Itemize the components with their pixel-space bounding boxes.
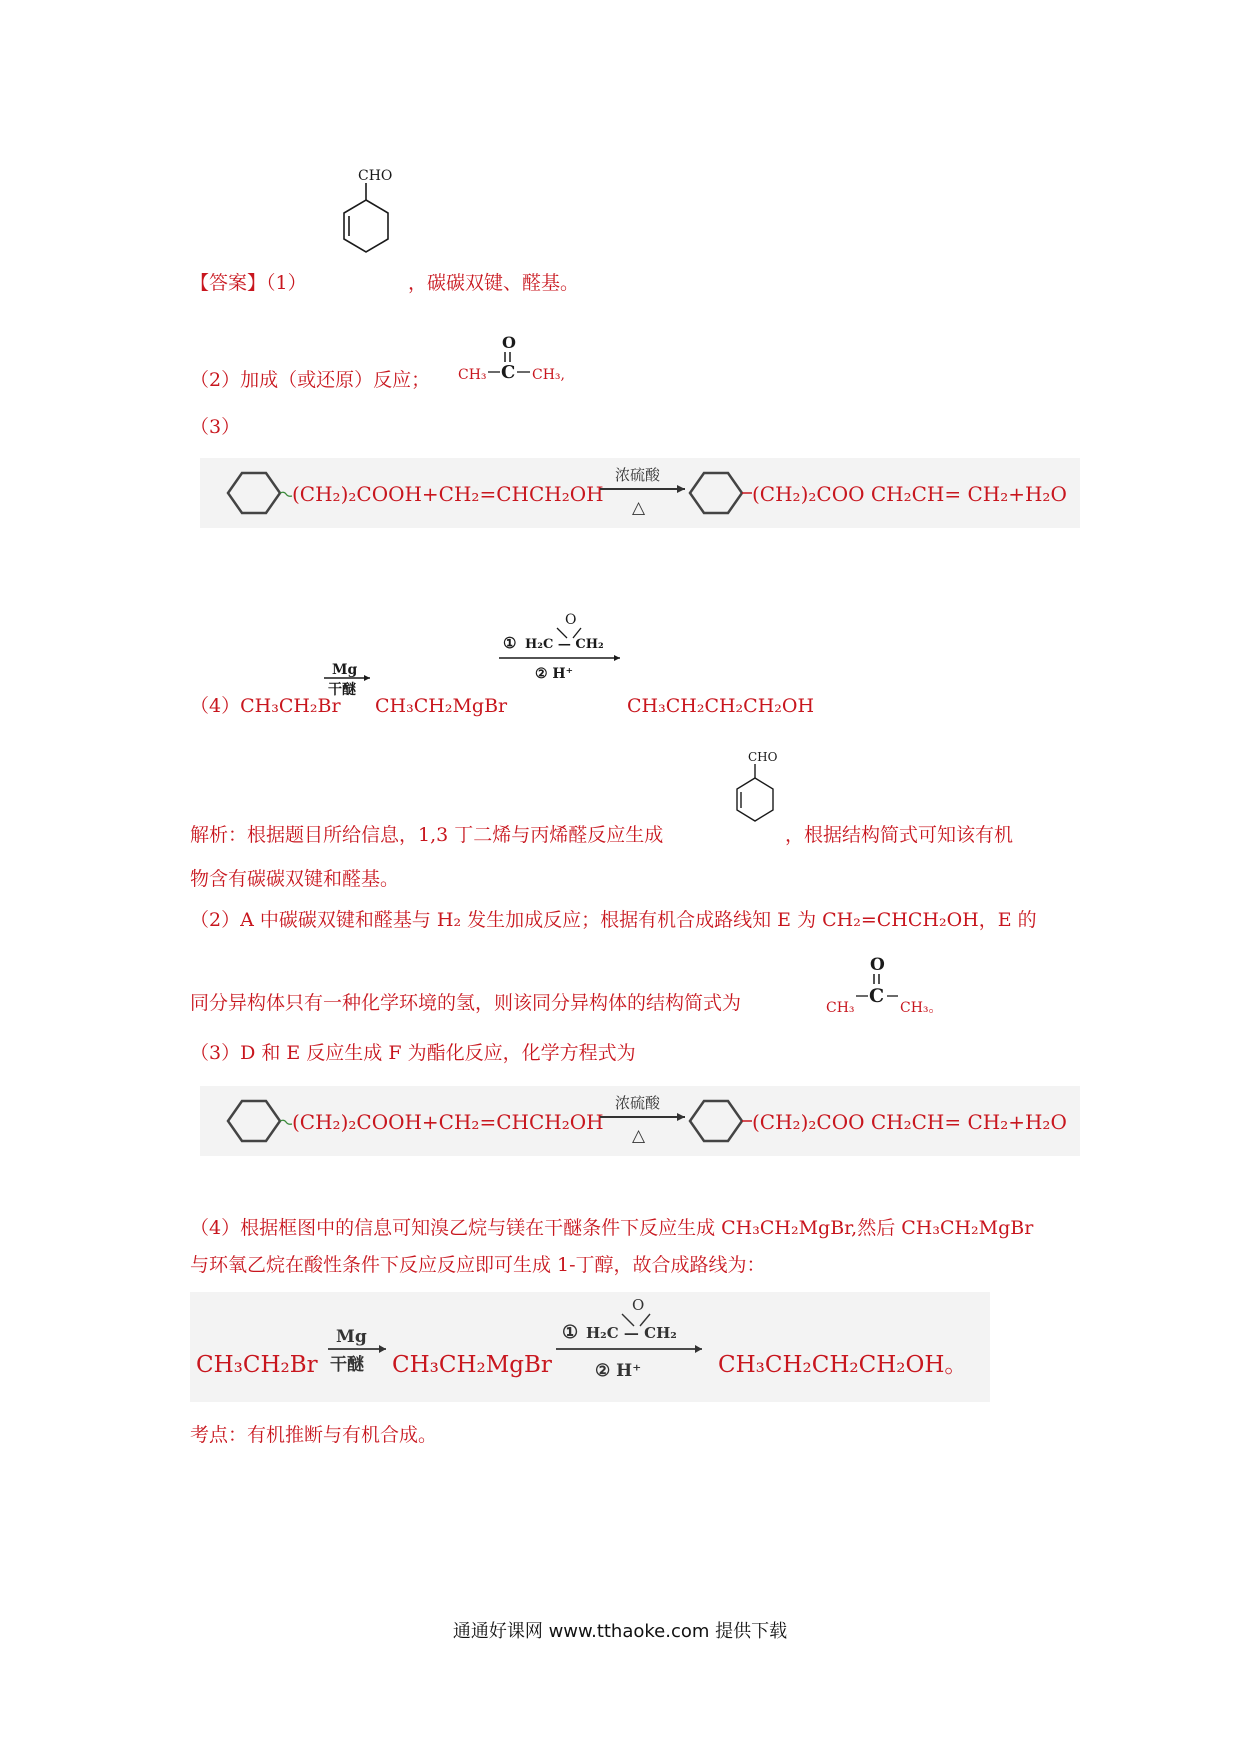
answer-line-1 <box>190 270 307 296</box>
analysis-p4-a: （4）根据框图中的信息可知溴乙烷与镁在干醚条件下反应生成 CH₃CH₂MgBr,然后 CH₃CH₂MgBr <box>190 1217 1034 1239</box>
acetone-left-2: CH₃ <box>826 1000 855 1016</box>
step1-label-1: ① <box>503 634 517 652</box>
step2-label-1: ② H⁺ <box>535 666 574 682</box>
analysis-p1-c: 物含有碳碳双键和醛基。 <box>190 868 400 890</box>
acetone-structure-2 <box>826 950 956 1016</box>
synthesis-route-2 <box>190 1292 990 1402</box>
analysis-p3: （3）D 和 E 反应生成 F 为酯化反应，化学方程式为 <box>190 1042 636 1064</box>
mg-label: Mg <box>332 662 358 678</box>
epoxide-arrow-1 <box>495 608 630 688</box>
analysis-kaodian: 考点：有机推断与有机合成。 <box>190 1424 438 1446</box>
ester-heat-2: △ <box>632 1126 646 1146</box>
answer-p2-body: 加成（或还原）反应； <box>240 369 431 391</box>
ester-condition: 浓硫酸 <box>615 466 661 484</box>
syn-end-2: CH₃CH₂CH₂CH₂OH。 <box>718 1352 968 1378</box>
page-footer: 通通好课网 www.tthaoke.com 提供下载 <box>452 1621 788 1642</box>
cho-label: CHO <box>358 168 393 184</box>
syn-end-1: CH₃CH₂CH₂CH₂OH <box>627 695 815 717</box>
mg-ether-arrow-1 <box>318 658 378 708</box>
syn-start-2: CH₃CH₂Br <box>196 1352 318 1378</box>
ether-label-2: 干醚 <box>330 1355 364 1375</box>
epoxide-o-1: O <box>565 612 577 628</box>
syn-mid-2: CH₃CH₂MgBr <box>392 1352 552 1378</box>
answer-tag: 【答案】 <box>190 272 267 294</box>
step1-label-2: ① <box>562 1322 579 1343</box>
acetone-right-2: CH₃。 <box>900 1000 943 1016</box>
acetone-c-2: C <box>869 985 885 1007</box>
epoxide-2: H₂C — CH₂ <box>586 1324 677 1342</box>
acetone-left: CH₃ <box>458 367 487 383</box>
ester-condition-2: 浓硫酸 <box>615 1094 661 1112</box>
answer-p2-num: （2） <box>190 369 241 391</box>
ether-label: 干醚 <box>328 682 356 698</box>
ester-left: (CH₂)₂COOH+CH₂=CHCH₂OH <box>292 482 604 506</box>
analysis-p2-b: 同分异构体只有一种化学环境的氢，则该同分异构体的结构简式为 <box>190 992 742 1014</box>
analysis-p1-a: 解析：根据题目所给信息，1,3 丁二烯与丙烯醛反应生成 <box>190 824 664 846</box>
epoxide-o-2: O <box>632 1296 645 1314</box>
ester-right: (CH₂)₂COO CH₂CH= CH₂+H₂O <box>752 482 1067 506</box>
ester-right-2: (CH₂)₂COO CH₂CH= CH₂+H₂O <box>752 1110 1067 1134</box>
epoxide-1: H₂C — CH₂ <box>525 637 604 652</box>
esterification-equation-2 <box>200 1086 1080 1156</box>
answer-p2-text <box>190 367 430 393</box>
syn-start-1: CH₃CH₂Br <box>240 695 341 717</box>
syn-mid-1: CH₃CH₂MgBr <box>375 695 508 717</box>
analysis-p4-b: 与环氧乙烷在酸性条件下反应反应即可生成 1-丁醇，故合成路线为： <box>190 1254 766 1276</box>
acetone-right: CH₃, <box>532 367 565 383</box>
mg-label-2: Mg <box>336 1327 367 1347</box>
acetone-structure-1 <box>458 330 588 390</box>
step2-label-2: ② H⁺ <box>595 1361 642 1381</box>
answer-p3-num: （3） <box>190 416 241 438</box>
answer-p4-num: （4） <box>190 695 241 717</box>
analysis-p2-a: （2）A 中碳碳双键和醛基与 H₂ 发生加成反应；根据有机合成路线知 E 为 CH₂=CHCH₂OH，E 的 <box>190 909 1037 931</box>
analysis-p1-b: ，根据结构简式可知该有机 <box>785 824 1014 846</box>
esterification-equation-1 <box>200 458 1080 528</box>
ester-left-2: (CH₂)₂COOH+CH₂=CHCH₂OH <box>292 1110 604 1134</box>
ester-heat: △ <box>632 498 646 518</box>
cyclohexene-aldehyde-structure-1 <box>330 165 420 275</box>
answer-p1-num: （1） <box>266 272 307 294</box>
cho-label-2: CHO <box>748 750 778 764</box>
acetone-o: O <box>502 333 516 352</box>
answer-p1-text: ，碳碳双键、醛基。 <box>408 272 580 294</box>
acetone-c: C <box>501 362 516 383</box>
acetone-o-2: O <box>870 955 885 975</box>
